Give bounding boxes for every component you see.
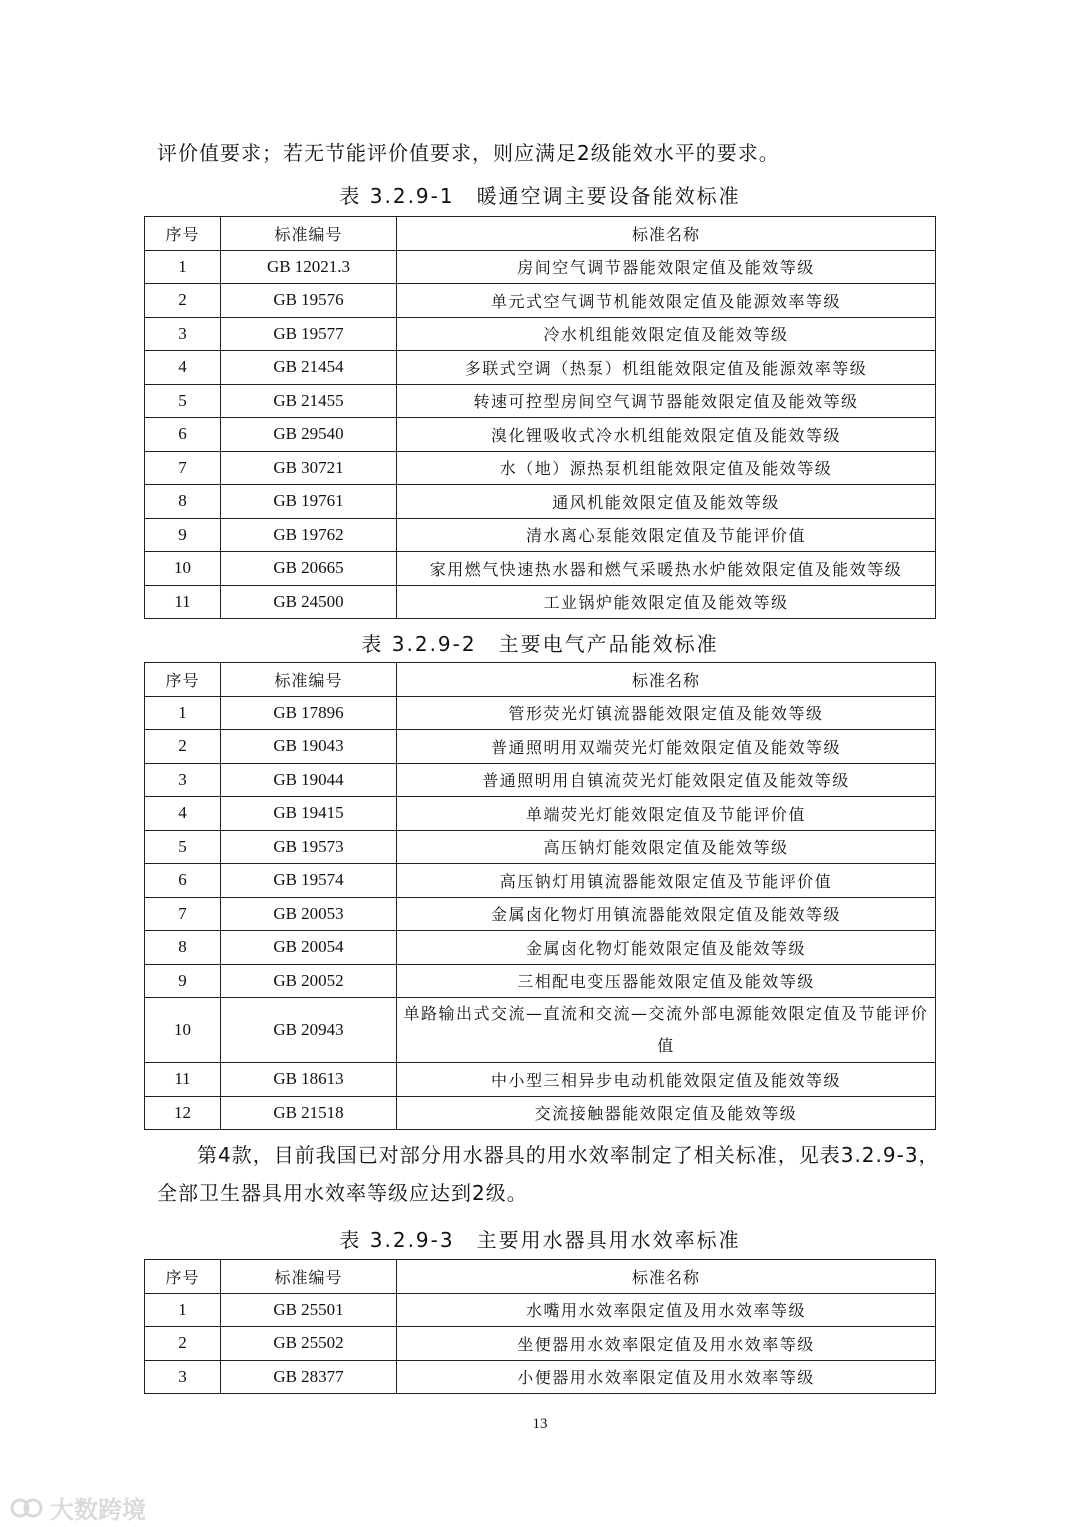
standard-name: 冷水机组能效限定值及能效等级 xyxy=(397,317,936,351)
row-number: 7 xyxy=(145,451,221,485)
standard-name: 转速可控型房间空气调节器能效限定值及能效等级 xyxy=(397,384,936,418)
row-number: 12 xyxy=(145,1096,221,1130)
watermark-text: 大数跨境 xyxy=(50,1496,146,1524)
intro-paragraph: 评价值要求；若无节能评价值要求，则应满足2级能效水平的要求。 xyxy=(157,141,780,165)
standard-name: 溴化锂吸收式冷水机组能效限定值及能效等级 xyxy=(397,418,936,452)
row-number: 3 xyxy=(145,763,221,797)
row-number: 8 xyxy=(145,485,221,519)
table-row xyxy=(145,418,936,452)
row-number: 2 xyxy=(145,1327,221,1361)
standard-name: 管形荧光灯镇流器能效限定值及能效等级 xyxy=(397,696,936,730)
row-number: 6 xyxy=(145,864,221,898)
header-code: 标准编号 xyxy=(221,663,397,697)
watermark xyxy=(10,1490,146,1525)
table-row xyxy=(145,1293,936,1327)
header-code: 标准编号 xyxy=(221,1260,397,1294)
table-2-caption: 表 3.2.9-2 主要电气产品能效标准 xyxy=(361,632,719,656)
standard-code: GB 21455 xyxy=(221,384,397,418)
standard-name: 坐便器用水效率限定值及用水效率等级 xyxy=(397,1327,936,1361)
table-row xyxy=(145,830,936,864)
standard-code: GB 19044 xyxy=(221,763,397,797)
row-number: 9 xyxy=(145,518,221,552)
standard-code: GB 18613 xyxy=(221,1063,397,1097)
standard-code: GB 19576 xyxy=(221,284,397,318)
standard-code: GB 19415 xyxy=(221,797,397,831)
table-row xyxy=(145,1096,936,1130)
row-number: 1 xyxy=(145,250,221,284)
standard-code: GB 25501 xyxy=(221,1293,397,1327)
standard-code: GB 20054 xyxy=(221,931,397,965)
standard-code: GB 19761 xyxy=(221,485,397,519)
row-number: 5 xyxy=(145,384,221,418)
standard-name: 水嘴用水效率限定值及用水效率等级 xyxy=(397,1293,936,1327)
row-number: 11 xyxy=(145,585,221,619)
row-number: 4 xyxy=(145,351,221,385)
standard-name: 三相配电变压器能效限定值及能效等级 xyxy=(397,964,936,998)
table-row xyxy=(145,998,936,1063)
table-3-caption: 表 3.2.9-3 主要用水器具用水效率标准 xyxy=(339,1228,741,1252)
standard-name: 水（地）源热泵机组能效限定值及能效等级 xyxy=(397,451,936,485)
standard-code: GB 17896 xyxy=(221,696,397,730)
table-row xyxy=(145,284,936,318)
row-number: 3 xyxy=(145,1360,221,1394)
standard-name: 金属卤化物灯能效限定值及能效等级 xyxy=(397,931,936,965)
standard-code: GB 19577 xyxy=(221,317,397,351)
standard-code: GB 29540 xyxy=(221,418,397,452)
standard-code: GB 19762 xyxy=(221,518,397,552)
row-number: 1 xyxy=(145,696,221,730)
standard-code: GB 20943 xyxy=(221,998,397,1063)
standard-code: GB 24500 xyxy=(221,585,397,619)
header-no: 序号 xyxy=(145,663,221,697)
standard-code: GB 19573 xyxy=(221,830,397,864)
standard-name: 高压钠灯能效限定值及能效等级 xyxy=(397,830,936,864)
table-row xyxy=(145,518,936,552)
page-number: 13 xyxy=(532,1416,548,1432)
table-row xyxy=(145,485,936,519)
standard-name: 普通照明用自镇流荧光灯能效限定值及能效等级 xyxy=(397,763,936,797)
standard-code: GB 12021.3 xyxy=(221,250,397,284)
standard-code: GB 30721 xyxy=(221,451,397,485)
standard-name: 交流接触器能效限定值及能效等级 xyxy=(397,1096,936,1130)
row-number: 7 xyxy=(145,897,221,931)
standard-code: GB 20665 xyxy=(221,552,397,586)
table-header-row xyxy=(145,1260,936,1294)
standard-code: GB 21454 xyxy=(221,351,397,385)
standard-code: GB 20052 xyxy=(221,964,397,998)
row-number: 10 xyxy=(145,998,221,1063)
table-row xyxy=(145,351,936,385)
table-row xyxy=(145,797,936,831)
standard-code: GB 21518 xyxy=(221,1096,397,1130)
standard-code: GB 28377 xyxy=(221,1360,397,1394)
standard-name: 家用燃气快速热水器和燃气采暖热水炉能效限定值及能效等级 xyxy=(397,552,936,586)
table-row xyxy=(145,931,936,965)
header-no: 序号 xyxy=(145,1260,221,1294)
standard-name: 清水离心泵能效限定值及节能评价值 xyxy=(397,518,936,552)
standard-name: 通风机能效限定值及能效等级 xyxy=(397,485,936,519)
row-number: 4 xyxy=(145,797,221,831)
watermark-logo-icon xyxy=(10,1496,44,1520)
table-2-electrical-standards xyxy=(144,662,936,1130)
header-name: 标准名称 xyxy=(397,1260,936,1294)
row-number: 3 xyxy=(145,317,221,351)
standard-name: 高压钠灯用镇流器能效限定值及节能评价值 xyxy=(397,864,936,898)
standard-name: 单端荧光灯能效限定值及节能评价值 xyxy=(397,797,936,831)
standard-code: GB 25502 xyxy=(221,1327,397,1361)
table-row xyxy=(145,384,936,418)
row-number: 9 xyxy=(145,964,221,998)
standard-name: 中小型三相异步电动机能效限定值及能效等级 xyxy=(397,1063,936,1097)
header-name: 标准名称 xyxy=(397,663,936,697)
row-number: 11 xyxy=(145,1063,221,1097)
standard-name: 房间空气调节器能效限定值及能效等级 xyxy=(397,250,936,284)
standard-name: 普通照明用双端荧光灯能效限定值及能效等级 xyxy=(397,730,936,764)
standard-code: GB 19043 xyxy=(221,730,397,764)
standard-name: 小便器用水效率限定值及用水效率等级 xyxy=(397,1360,936,1394)
table-1-hvac-standards xyxy=(144,216,936,619)
table-3-water-standards xyxy=(144,1259,936,1394)
table-row xyxy=(145,696,936,730)
table-row xyxy=(145,585,936,619)
row-number: 5 xyxy=(145,830,221,864)
table-row xyxy=(145,1063,936,1097)
standard-name: 金属卤化物灯用镇流器能效限定值及能效等级 xyxy=(397,897,936,931)
header-code: 标准编号 xyxy=(221,217,397,251)
table-row xyxy=(145,763,936,797)
row-number: 10 xyxy=(145,552,221,586)
standard-name: 单元式空气调节机能效限定值及能源效率等级 xyxy=(397,284,936,318)
table-row xyxy=(145,451,936,485)
table-row xyxy=(145,552,936,586)
table-row xyxy=(145,964,936,998)
table-row xyxy=(145,897,936,931)
table-header-row xyxy=(145,663,936,697)
standard-name: 单路输出式交流—直流和交流—交流外部电源能效限定值及节能评价值 xyxy=(397,998,936,1063)
clause-4-paragraph: 第4款，目前我国已对部分用水器具的用水效率制定了相关标准，见表3.2.9-3，全部卫生器具用水效率等级应达到2级。 xyxy=(157,1143,940,1205)
standard-name: 工业锅炉能效限定值及能效等级 xyxy=(397,585,936,619)
standard-code: GB 20053 xyxy=(221,897,397,931)
table-row xyxy=(145,317,936,351)
standard-name: 多联式空调（热泵）机组能效限定值及能源效率等级 xyxy=(397,351,936,385)
table-1-caption: 表 3.2.9-1 暖通空调主要设备能效标准 xyxy=(339,184,741,208)
row-number: 2 xyxy=(145,284,221,318)
row-number: 8 xyxy=(145,931,221,965)
table-row xyxy=(145,250,936,284)
row-number: 6 xyxy=(145,418,221,452)
table-header-row xyxy=(145,217,936,251)
table-row xyxy=(145,730,936,764)
row-number: 1 xyxy=(145,1293,221,1327)
table-row xyxy=(145,1360,936,1394)
header-no: 序号 xyxy=(145,217,221,251)
table-row xyxy=(145,864,936,898)
header-name: 标准名称 xyxy=(397,217,936,251)
table-row xyxy=(145,1327,936,1361)
row-number: 2 xyxy=(145,730,221,764)
standard-code: GB 19574 xyxy=(221,864,397,898)
